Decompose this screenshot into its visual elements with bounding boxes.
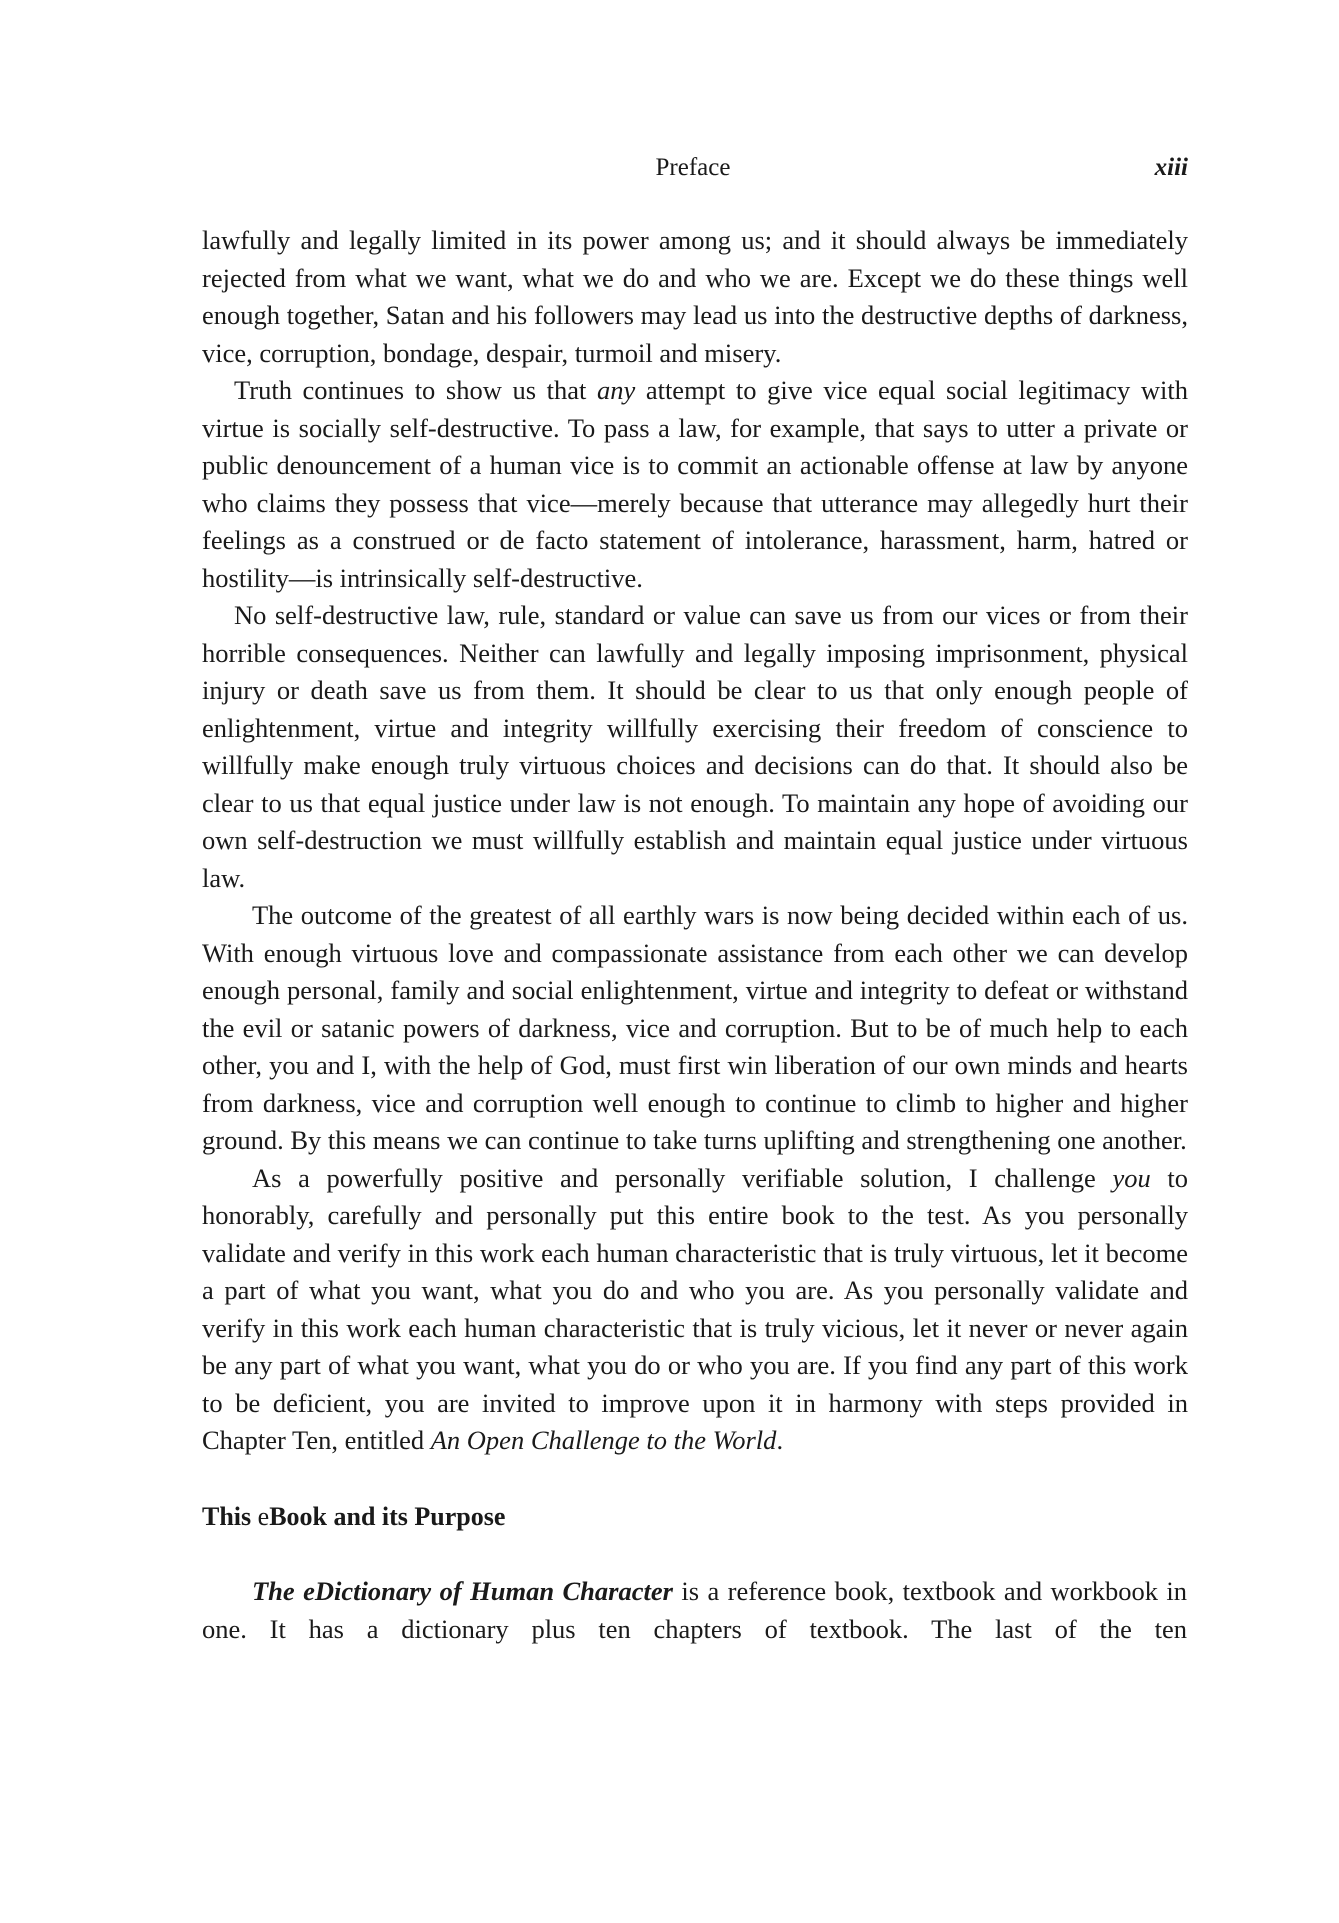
heading-text: This [202,1501,258,1531]
page-number: xiii [1154,154,1188,181]
emphasis-any: any [596,375,636,405]
paragraph-ebook-purpose [202,1573,1187,1648]
book-title: The eDictionary of Human Character [252,1576,673,1606]
emphasis-you: you [1112,1162,1151,1193]
paragraph-earthly-wars: The outcome of the greatest of all earthly wars is now being decided within each of us. With enough virtuous love and compassionate assistance from each other we can develop enough personal, family and social enlightenment, virtue and integrity to defeat or withstand the evil or satanic powers of darkness, vice and corruption. But to be of much help to each other, you and I, with the help of God, must first win liberation of our own minds and hearts from darkness, vice and corruption well enough to continue to climb to higher and higher ground. By this means we can continue to take turns uplifting and strengthening one another. [202,900,1188,1155]
paragraph-continued: lawfully and legally limited in its power among us; and it should always be immediately rejected from what we want, what we do and who we are. Except we do these things well enough together, Satan and his followers may lead us into the destructive depths of darkness, vice, corruption, bondage, despair, turmoil and misery. [202,225,1188,368]
book-reference-chapter-ten: An Open Challenge to the World [430,1425,777,1455]
running-header [202,154,1188,190]
section-heading [202,1498,1188,1536]
paragraph-self-destructive-law: No self-destructive law, rule, standard or value can save us from our vices or from their horrible consequences. Neither can lawfully and legally imposing imprisonment, physical injury or death save us from them. It should be clear to us that only enough people of enlightenment, virtue and integrity willfully exercising their freedom of conscience to willfully make enough truly virtuous choices and decisions can do that. It should also be clear to us that equal justice under law is not enough. To maintain any hope of avoiding our own self-destruction we must willfully establish and maintain equal justice under virtuous law. [202,600,1188,893]
text-run: . [776,1425,784,1455]
running-header-title [202,154,1188,182]
paragraph-truth [202,372,1188,597]
heading-text-e: e [257,1501,270,1531]
text-run: is a reference book, textbook and workbook in one. It has a dictionary plus ten chapters of textbook. The last of the ten [202,1576,1188,1644]
text-run: attempt to give vice equal social legitimacy with virtue is socially self-destructive. To pass a law, for example, that says to utter a private or public denouncement of a human vice is to commit an actionable offense at law by anyone who claims they possess that vice—merely because that utterance may allegedly hurt their feelings as a construed or de facto statement of intolerance, harassment, harm, hatred or hostility—is intrinsically self-destructive. [202,375,1188,593]
paragraph-challenge [202,1160,1188,1460]
text-run: to honorably, carefully and personally put this entire book to the test. As you personally validate and verify in this work each human characteristic that is truly virtuous, let it become a part of what you want, what you do and who you are. As you personally validate and verify in this work each human characteristic that is truly vicious, let it never or never again be any part of what you want, what you do or who you are. If you find any part of this work to be deficient, you are invited to improve upon it in harmony with steps provided in Chapter Ten, entitled [202,1162,1188,1455]
text-run: Truth continues to show us that [234,375,597,405]
chapter-title: Preface [655,154,731,181]
page-body [202,222,1188,1648]
heading-text: Book and its Purpose [269,1501,506,1531]
text-run: As a powerfully positive and personally verifiable solution, I challenge [252,1162,1113,1193]
